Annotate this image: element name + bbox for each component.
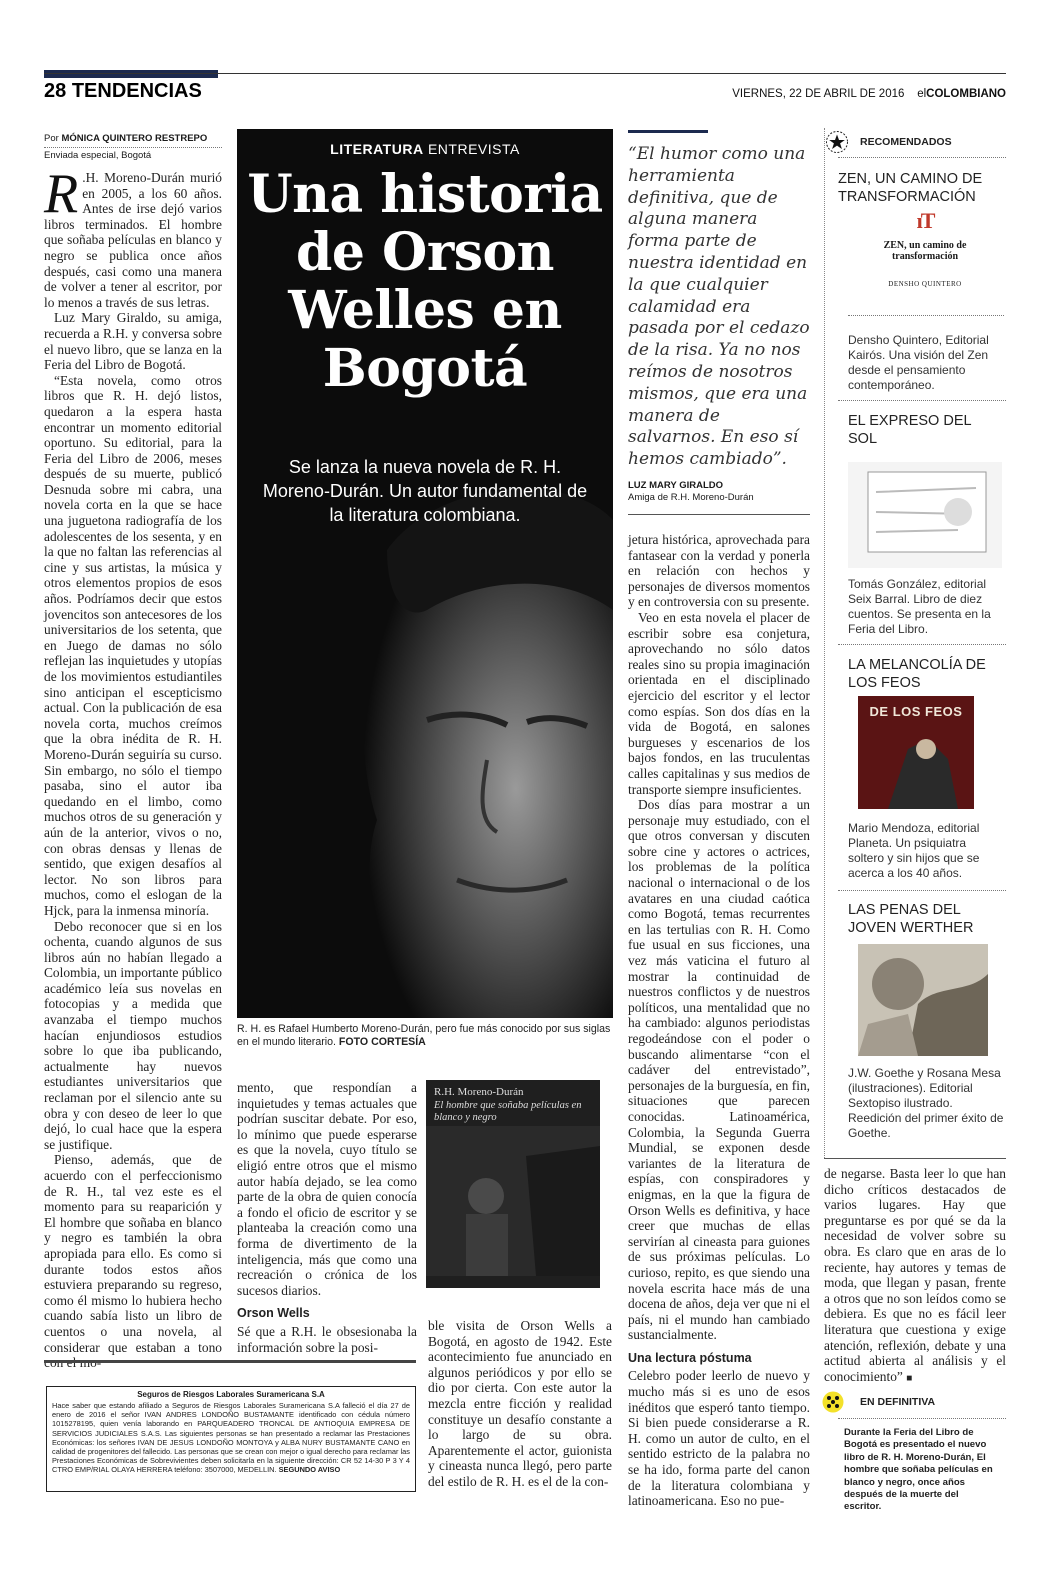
pullquote-text: “El humor como una herramienta definitiva, que de alguna manera forma parte de nuestra identidad en la que cualquier calamidad era pasada por el cedazo de la risa. Ya no nos reímos de nosotros mismos, que era una manera de salvarnos. En eso sí hemos cambiado”. (628, 144, 810, 470)
legal-notice (46, 1386, 416, 1492)
subhead-lectura-postuma: Una lectura póstuma (628, 1350, 752, 1365)
section-divider (838, 400, 1006, 401)
rec-cover-melancolia (858, 696, 974, 806)
rec-item-desc: Densho Quintero, Editorial Kairós. Una visión del Zen desde el pensamiento contemporáneo. (848, 333, 989, 392)
recomendados-header (826, 131, 1006, 153)
article-paragraph: Debo reconocer que si en los ochenta, cuando algunos de sus libros aún no habían llegado a Colombia, un importante público académico leía sus novelas en fotocopias y a medida que avanzaba el tiempo muchos hacían enjundiosos estudios sobre lo que iba publicando, actualmente hay nuevos estudiantes universitarios que reclaman por el silencio ante su obra y con deseo de leer lo que dejó, lo cual hace que la espera se justifique. (44, 918, 222, 1152)
feature-deck: Se lanza la nueva novela de R. H. Moreno-Durán. Un autor fundamental de la literatura colombiana. (262, 457, 588, 525)
star-icon (826, 131, 848, 153)
article-paragraph: Pienso, además, que de acuerdo con el perfeccionismo de R. H., tal vez este es el momento para su reaparición y El hombre que soñaba en blanco y negro es también la obra apropiada para ello. Es como si durante todos estos años estuviera preparando su regreso, como él mismo lo hubiera hecho cuando sabía listo un libro de cuentos o una novela, al considerar que estaban a tono (44, 1152, 222, 1355)
book-author: R.H. Moreno-Durán (434, 1086, 524, 1098)
section-divider (838, 1418, 1006, 1419)
author-portrait (237, 460, 613, 1018)
article-column-4 (628, 532, 810, 1509)
en-definitiva-text: Durante la Feria del Libro de Bogotá es presentado el nuevo libro de R. H. Moreno-Durán, El hombre que soñaba películas en blanco y negro, once años después de la muerte del escritor. (844, 1427, 993, 1513)
rec-cover-zen (860, 208, 990, 308)
recomendados-title: RECOMENDADOS (860, 136, 952, 148)
article-column-1 (44, 163, 222, 1355)
section-divider (838, 890, 1006, 891)
drop-cap: R (44, 163, 79, 225)
brand-name: COLOMBIANO (926, 88, 1006, 100)
article-column-3 (428, 1318, 612, 1489)
article-paragraph: Dos días para mostrar a un personaje muy estudiado, con el que otros conversan y discuten sobre cine y actores o actrices, los problemas de la política nacional o internacional o de los avatares en una ciudad caótica como Bogotá, temas recurrentes en las tertulias con R. H. Como fue usual en sus ficciones, una vez más vaticina el futuro al mostrar la continuidad de nuestros conflictos y de nuestros políticos, una mentalidad que no ha cambiado: algunos periodistas regodeándose con el poder o buscando alimentarse “con el cadáver del entrevistado”, personajes de la burguesía, en fin, situaciones que parecen conocidas. Latinoamérica, Colombia, la Segunda Guerra Mundial, se exponen desde variantes de la literatura de espías, con conspiradores y enigmas, en la que la figura de Orson Wells es definitiva, y hace creer que muchas de ellas servirían al cineasta para guiones de sus próximas películas. Lo curioso, repito, es que siendo una novela escrita hace más de una docena de años, deja ver que ni el país, ni el mundo han cambiado sustancialmente. (628, 797, 810, 1343)
kicker-type: ENTREVISTA (427, 141, 520, 157)
book-cover (426, 1080, 600, 1288)
rec-item-title: EL EXPRESO DEL SOL (848, 413, 972, 447)
caption-credit: FOTO CORTESÍA (338, 1036, 426, 1048)
article-paragraph: mento, que respondían a inquietudes y temas actuales que podrían suscitar debate. Por eso, lo mínimo que puede esperarse es que la novela, cuyo título se eligió entre otros que el mismo autor había dejado, se lea como parte de la obra de quien conocía a fondo el oficio de escritor y se planteaba la creación como una forma de divertimento de la inteligencia, más que como una recreación o crónica de los sucesos diarios. (237, 1080, 417, 1298)
article-paragraph: Sé que a R.H. le obsesionaba la información sobre la posi- (237, 1323, 417, 1355)
byline-role: Enviada especial, Bogotá (44, 150, 152, 161)
book-cover-art (426, 1126, 600, 1276)
sidebar-bottom-rule (824, 1158, 1006, 1159)
byline (44, 133, 222, 162)
article-paragraph: jetura histórica, aprovechada para fantasear con la verdad y ponerla en relación con hechos y personajes de diversos momentos y en controversia con su presente. (628, 532, 810, 610)
brand-prefix: el (917, 88, 927, 100)
feature-kicker (237, 141, 613, 157)
article-paragraph: ble visita de Orson Wells a Bogotá, en agosto de 1942. Este acontecimiento fue anunciado en algunos periódicos y por ello se dio por cierta. Con este autor la mezcla entre ficción y realidad constituye un desafío constante a lo largo de su obra. Aparentemente el actor, guionista y cineasta nunca llegó, pero parte del estilo de R. H. es el de la con- (428, 1318, 612, 1489)
pullquote-name: LUZ MARY GIRALDO (628, 480, 723, 491)
rec-item-title: LAS PENAS DEL JOVEN WERTHER (848, 902, 974, 936)
kairos-logo-icon: ıT (916, 208, 934, 233)
notice-rule (44, 1360, 416, 1363)
section-name: TENDENCIAS (71, 80, 202, 102)
issue-date: VIERNES, 22 DE ABRIL DE 2016 (732, 88, 905, 100)
notice-text: Hace saber que estando afiliado a Seguros de Riesgos Laborales Suramericana S.A falleció el día 27 de enero de 2016 el señor IVAN ANDRES LONDOÑO BUSTAMANTE identificado con cédula número 1015278195, quien venía laborando en PARQUEADERO TRONCAL DE ANTIOQUIA EMPRESA DE SERVICIOS JUDICIALES S.A.S. Las siguientes personas se han presentado a reclamar las Prestaciones Económicas: los señores IVAN DE JESUS LONDOÑO MONTOYA y ALBA NURY BUSTAMANTE CANO en calidad de progenitores del fallecido. Las personas que se crean con mejor o igual derecho para reclamar las Prestaciones Económicas de Sobrevivientes deben solicitarla en la siguiente dirección: CR 52 14-30 P 3 Y 4 CTRO EMP/RIAL OLAYA HERRERA teléfono: 3507000, MEDELLIN. (52, 1401, 410, 1475)
header-rule (44, 73, 1006, 74)
book-title: El hombre que soñaba películas en blanco y negro (434, 1100, 582, 1123)
rec-cover-werther (858, 944, 988, 1056)
sidebar-divider (824, 128, 825, 1158)
article-column-2 (237, 1080, 417, 1355)
byline-divider (44, 147, 222, 148)
section-divider (848, 315, 1004, 316)
masthead-right (732, 88, 1006, 100)
section-divider (838, 644, 1006, 645)
article-paragraph: Luz Mary Giraldo, su amiga, recuerda a R.H. y conversa sobre el nuevo libro, que se lanza en la Feria del Libro de Bogotá. (44, 310, 222, 373)
dice-icon (822, 1391, 844, 1413)
subhead-orson-wells: Orson Wells (237, 1306, 310, 1321)
rec-item-title: ZEN, UN CAMINO DE TRANSFORMACIÓN (838, 171, 983, 205)
kicker-section: LITERATURA (330, 141, 424, 157)
byline-author: MÓNICA QUINTERO RESTREPO (61, 133, 208, 144)
article-lead: .H. Moreno-Durán murió en 2005, a los 60 años. Antes de irse dejó varios libros terminados. El hombre que soñaba películas en blanco y negro se publica once años después, casi como una manera de volver a tener al escritor, por lo menos a través de sus letras. (44, 170, 222, 310)
pullquote-divider (628, 514, 810, 515)
feature-headline: Una historia de Orson Welles en Bogotá (247, 164, 603, 399)
byline-prefix: Por (44, 133, 59, 144)
header-accent-bar (44, 70, 218, 78)
article-paragraph: “Esta novela, como otros libros que R. H. dejó listos, quedaron a la espera hasta encontrar un momento editorial oportuno. Su editorial, para la Feria del Libro de 2006, meses después de su muerte, publicó Desnuda sobre mi cabra, una novela corta en la que se hace una juguetona radiografía de los adolescentes de los sesenta, y en la que no faltan las referencias al cine y sus artistas, la música y otros elementos propios de esos años. Podríamos decir que estos jovencitos son antecesores de los universitarios de los setenta, que en Juego de damas no sólo reflejan las inquietudes y utopías de los movimientos estudiantiles sino anticipan el escepticismo actual. Con la publicación de esa novela corta, muchos creímos que la obra inédita de R. H. Moreno-Durán seguiría su curso. Sin embargo, no sólo el tiempo pasaba, sino el autor iba quedando en el limbo, como muchos otros de su generación y aún de la anterior, vivos o no, con obras densas y llenas de sentido, que exigen desafíos al lector. No son libros para muchos, como el eslogan de la Hjck, para la inmensa minoría. (44, 372, 222, 918)
pullquote-attribution (628, 480, 810, 504)
page-number: 28 (44, 80, 67, 102)
notice-title: Seguros de Riesgos Laborales Suramericana S.A (137, 1390, 325, 1399)
rec-cover-expreso (848, 462, 1002, 568)
rec-item-desc: Tomás González, editorial Seix Barral. Libro de diez cuentos. Se presenta en la Feria del Libro. (848, 577, 991, 636)
article-closing: de negarse. Basta leer lo que han dicho críticos destacados de varios lugares. Hay que preguntarse es por qué se da la necesidad de volver sobre su obra. Es claro que en aras de lo reciente, hay autores y temas de moda, que llegan y pasan, frente a otros que no son leídos como se debiera. Es que no es fácil leer literatura que cuestiona y exige atención, reflexión, debate y una actitud abierta al análisis y el conocimiento” (824, 1166, 1006, 1384)
end-mark-icon: ■ (906, 1372, 913, 1384)
photo-caption (237, 1023, 613, 1049)
notice-tag: SEGUNDO AVISO (278, 1465, 341, 1475)
section-divider (838, 157, 1006, 158)
cover-title: ZEN, un camino de transformación (883, 240, 967, 262)
caption-text: R. H. es Rafael Humberto Moreno-Durán, pero fue más conocido por sus siglas en el mundo literario. (237, 1023, 611, 1048)
page-header (44, 80, 202, 103)
rec-item-desc: Mario Mendoza, editorial Planeta. Un psiquiatra soltero y sin hijos que se acerca a los 40 años. (848, 821, 980, 880)
en-definitiva-title: EN DEFINITIVA (860, 1396, 936, 1408)
pullquote-role: Amiga de R.H. Moreno-Durán (628, 492, 754, 503)
cover-title: DE LOS FEOS (869, 704, 963, 719)
article-column-5 (824, 1166, 1006, 1384)
article-paragraph: Veo en esta novela el placer de escribir sobre esa conjetura, aprovechando no sólo datos reales sino su propia imaginación orientada en el disciplinado ejercicio del escritor y el lector como espías. Son dos días en la vida de Bogotá, en salones burgueses y escenarios de los bajos fondos, en las truculentas calles capitalinas y sus medios de transporte siempre insuficientes. (628, 609, 810, 797)
article-paragraph: Celebro poder leerlo de nuevo y mucho más si es uno de esos inéditos que esperó tanto tiempo. Si bien puede considerarse a R. H. como un autor de culto, en el sentido estricto de la palabra no se ha ido, forma parte del canon de la literatura colombiana y latinoamericana. Eso no pue- (628, 1368, 810, 1509)
rec-item-desc: J.W. Goethe y Rosana Mesa (ilustraciones). Editorial Sextopiso ilustrado. Reedición del primer éxito de Goethe. (848, 1066, 1004, 1140)
pullquote-accent (628, 130, 708, 133)
rec-item-title: LA MELANCOLÍA DE LOS FEOS (848, 657, 986, 691)
cover-author: DENSHO QUINTERO (888, 280, 962, 288)
cover-illustration (858, 719, 974, 809)
